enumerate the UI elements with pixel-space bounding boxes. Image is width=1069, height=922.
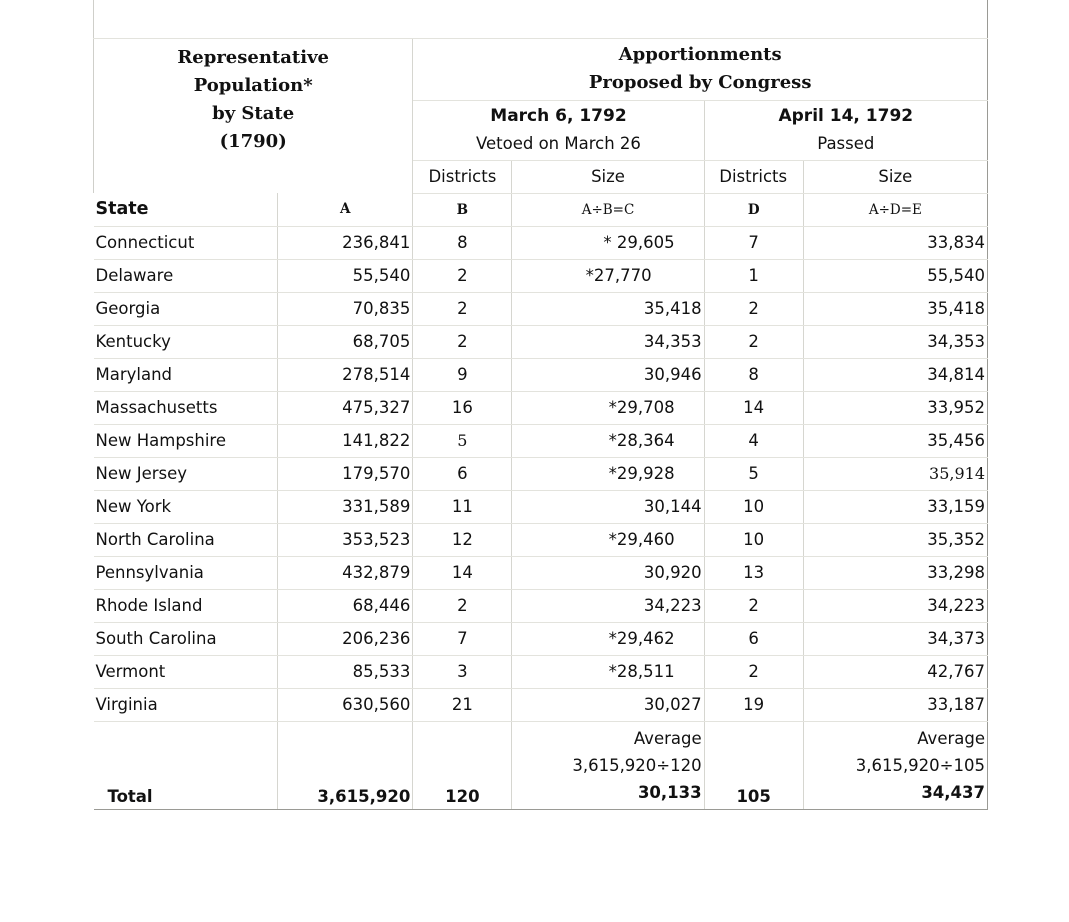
top-spacer-cell [94, 0, 988, 38]
march-size-value: *27,770 [512, 259, 704, 292]
march-size-value: *29,708 [512, 391, 704, 424]
march-size-label: Size [512, 160, 704, 193]
march-districts-value: 2 [413, 325, 512, 358]
state-name: North Carolina [94, 523, 278, 556]
state-name: Virginia [94, 688, 278, 721]
april-size-value: 33,298 [803, 556, 987, 589]
april-size-value: 34,353 [803, 325, 987, 358]
april-districts-value: 2 [704, 292, 803, 325]
march-districts-value: 8 [413, 226, 512, 259]
march-size-value: 34,223 [512, 589, 704, 622]
total-april-average-label: Average [917, 728, 985, 748]
total-districts-march: 120 [413, 721, 512, 809]
march-size-value: 34,353 [512, 325, 704, 358]
column-letters-row [94, 193, 988, 226]
april-size-value: 33,834 [803, 226, 987, 259]
april-districts-value: 1 [704, 259, 803, 292]
apportionment-table [93, 0, 988, 810]
march-districts-value: 21 [413, 688, 512, 721]
april-districts-value: 10 [704, 490, 803, 523]
table-row [94, 490, 988, 523]
table-row [94, 589, 988, 622]
april-districts-value: 7 [704, 226, 803, 259]
population-value: 432,879 [278, 556, 413, 589]
april-size-value: 34,223 [803, 589, 987, 622]
population-header [94, 38, 413, 193]
state-name: Delaware [94, 259, 278, 292]
april-size-label: Size [803, 160, 987, 193]
population-value: 55,540 [278, 259, 413, 292]
table-row [94, 688, 988, 721]
total-population: 3,615,920 [278, 721, 413, 809]
column-e-formula: A÷D=E [868, 201, 922, 218]
march-size-value: *28,511 [512, 655, 704, 688]
april-districts-value: 13 [704, 556, 803, 589]
april-districts-value: 4 [704, 424, 803, 457]
table-row [94, 391, 988, 424]
total-districts-april: 105 [704, 721, 803, 809]
total-april-formula: 3,615,920÷105 [855, 755, 985, 775]
population-value: 85,533 [278, 655, 413, 688]
april-header [704, 100, 987, 160]
march-size-value: *29,460 [512, 523, 704, 556]
table-row [94, 325, 988, 358]
april-size-value: 33,159 [803, 490, 987, 523]
apportionments-header [413, 38, 988, 100]
march-size-value: *28,364 [512, 424, 704, 457]
state-name: Kentucky [94, 325, 278, 358]
table-row [94, 424, 988, 457]
population-header-line-4: (1790) [219, 130, 287, 152]
population-value: 475,327 [278, 391, 413, 424]
april-size-value: 35,456 [803, 424, 987, 457]
march-districts-label: Districts [413, 160, 512, 193]
population-value: 206,236 [278, 622, 413, 655]
total-size-march [512, 721, 704, 809]
april-districts-label: Districts [704, 160, 803, 193]
march-districts-value: 2 [413, 292, 512, 325]
table-row [94, 457, 988, 490]
column-b-header: B [413, 193, 512, 226]
table-row [94, 655, 988, 688]
state-name: Rhode Island [94, 589, 278, 622]
population-value: 353,523 [278, 523, 413, 556]
population-header-line-2: Population* [193, 74, 313, 96]
april-size-value: 33,952 [803, 391, 987, 424]
total-row [94, 721, 988, 809]
april-note: Passed [817, 134, 875, 153]
april-size-value: 33,187 [803, 688, 987, 721]
column-c-header [512, 193, 704, 226]
state-name: Massachusetts [94, 391, 278, 424]
header-row-apportionments [94, 38, 988, 100]
march-districts-value: 12 [413, 523, 512, 556]
april-districts-value: 2 [704, 325, 803, 358]
table-row [94, 523, 988, 556]
state-name: Maryland [94, 358, 278, 391]
march-districts-value: 2 [413, 589, 512, 622]
april-size-value: 35,418 [803, 292, 987, 325]
table-row [94, 292, 988, 325]
total-march-value: 30,133 [637, 782, 702, 802]
april-date: April 14, 1792 [778, 106, 914, 126]
apportionments-header-line-1: Apportionments [618, 44, 782, 65]
march-header [413, 100, 704, 160]
population-header-line-1: Representative [177, 46, 329, 68]
state-name: Connecticut [94, 226, 278, 259]
total-label: Total [94, 721, 278, 809]
march-size-value: 30,027 [512, 688, 704, 721]
april-size-value: 34,373 [803, 622, 987, 655]
march-districts-value: 3 [413, 655, 512, 688]
april-districts-value: 6 [704, 622, 803, 655]
april-districts-value: 19 [704, 688, 803, 721]
table-row [94, 622, 988, 655]
total-march-average-label: Average [633, 728, 702, 748]
march-date: March 6, 1792 [490, 106, 627, 126]
total-april-value: 34,437 [921, 782, 985, 802]
state-name: Vermont [94, 655, 278, 688]
state-name: New York [94, 490, 278, 523]
total-march-formula: 3,615,920÷120 [572, 755, 702, 775]
population-value: 70,835 [278, 292, 413, 325]
column-e-header [803, 193, 987, 226]
state-name: Pennsylvania [94, 556, 278, 589]
march-districts-value: 11 [413, 490, 512, 523]
population-value: 630,560 [278, 688, 413, 721]
state-name: New Hampshire [94, 424, 278, 457]
population-value: 331,589 [278, 490, 413, 523]
state-name: New Jersey [94, 457, 278, 490]
population-value: 68,705 [278, 325, 413, 358]
column-a-header: A [278, 193, 413, 226]
april-size-value: 34,814 [803, 358, 987, 391]
march-note: Vetoed on March 26 [476, 134, 641, 153]
april-size-value: 55,540 [803, 259, 987, 292]
march-districts-value: 6 [413, 457, 512, 490]
population-value: 278,514 [278, 358, 413, 391]
state-column-header: State [94, 193, 278, 226]
april-districts-value: 14 [704, 391, 803, 424]
april-size-value: 35,914 [803, 457, 987, 490]
state-rows [94, 226, 988, 721]
march-districts-value: 2 [413, 259, 512, 292]
april-districts-value: 8 [704, 358, 803, 391]
state-name: Georgia [94, 292, 278, 325]
top-spacer-row [94, 0, 988, 38]
march-size-value: * 29,605 [512, 226, 704, 259]
march-districts-value: 16 [413, 391, 512, 424]
population-header-line-3: by State [212, 102, 295, 124]
april-districts-value: 10 [704, 523, 803, 556]
table-row [94, 226, 988, 259]
march-size-value: 35,418 [512, 292, 704, 325]
apportionments-header-line-2: Proposed by Congress [588, 72, 812, 93]
april-districts-value: 2 [704, 589, 803, 622]
april-districts-value: 5 [704, 457, 803, 490]
april-size-value: 35,352 [803, 523, 987, 556]
table-row [94, 358, 988, 391]
population-value: 68,446 [278, 589, 413, 622]
state-name: South Carolina [94, 622, 278, 655]
march-size-value: *29,928 [512, 457, 704, 490]
total-size-april [803, 721, 987, 809]
population-value: 141,822 [278, 424, 413, 457]
march-districts-value: 14 [413, 556, 512, 589]
population-value: 179,570 [278, 457, 413, 490]
column-d-header: D [704, 193, 803, 226]
march-size-value: 30,920 [512, 556, 704, 589]
march-size-value: *29,462 [512, 622, 704, 655]
april-districts-value: 2 [704, 655, 803, 688]
april-size-value: 42,767 [803, 655, 987, 688]
table-row [94, 259, 988, 292]
table-row [94, 556, 988, 589]
march-districts-value: 7 [413, 622, 512, 655]
population-value: 236,841 [278, 226, 413, 259]
march-districts-value: 9 [413, 358, 512, 391]
apportionment-table-wrapper [93, 0, 988, 810]
column-c-formula: A÷B=C [581, 201, 635, 218]
march-size-value: 30,144 [512, 490, 704, 523]
march-districts-value: 5 [413, 424, 512, 457]
march-size-value: 30,946 [512, 358, 704, 391]
